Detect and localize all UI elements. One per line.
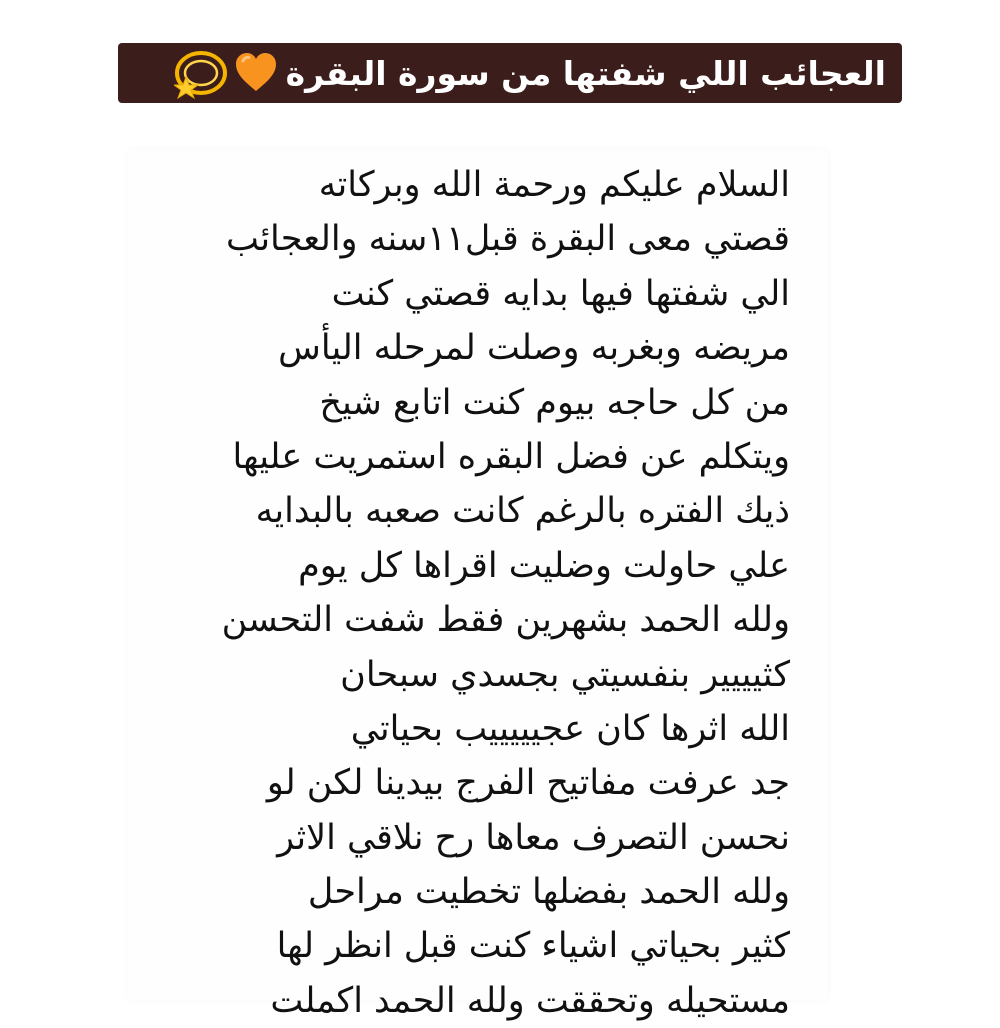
- story-text: [170, 158, 790, 1028]
- story-line: ولله الحمد بفضلها تخطيت مراحل: [307, 872, 790, 913]
- story-line: الله اثرها كان عجيييييب بحياتي: [350, 708, 790, 749]
- story-line: ويتكلم عن فضل البقره استمريت عليها: [232, 436, 790, 477]
- dizzy-star-icon: [174, 47, 230, 99]
- story-line: الي شفتها فيها بدايه قصتي كنت: [331, 273, 790, 314]
- story-line: نحسن التصرف معاها رح نلاقي الاثر: [277, 817, 790, 858]
- story-line: من كل حاجه بيوم كنت اتابع شيخ: [319, 382, 790, 423]
- story-line: علي حاولت وضليت اقراها كل يوم: [298, 545, 790, 586]
- story-line: ولله الحمد بشهرين فقط شفت التحسن: [221, 600, 790, 641]
- page-title: العجائب اللي شفتها من سورة البقرة: [285, 53, 886, 93]
- story-line: مريضه وبغربه وصلت لمرحله اليأس: [278, 328, 790, 369]
- story-line: قصتي معى البقرة قبل١١سنه والعجائب: [225, 219, 790, 260]
- story-line: كثير بحياتي اشياء كنت قبل انظر لها: [276, 926, 790, 967]
- story-line: مستحيله وتحققت ولله الحمد اكملت: [270, 980, 790, 1021]
- orange-heart-icon: [234, 51, 278, 95]
- story-line: كثيييير بنفسيتي بجسدي سبحان: [340, 654, 790, 695]
- story-line: جد عرفت مفاتيح الفرج بيدينا لكن لو: [266, 763, 790, 804]
- story-line: ذيك الفتره بالرغم كانت صعبه بالبدايه: [255, 491, 790, 532]
- story-line: السلام عليكم ورحمة الله وبركاته: [318, 165, 790, 205]
- title-banner: [118, 43, 902, 103]
